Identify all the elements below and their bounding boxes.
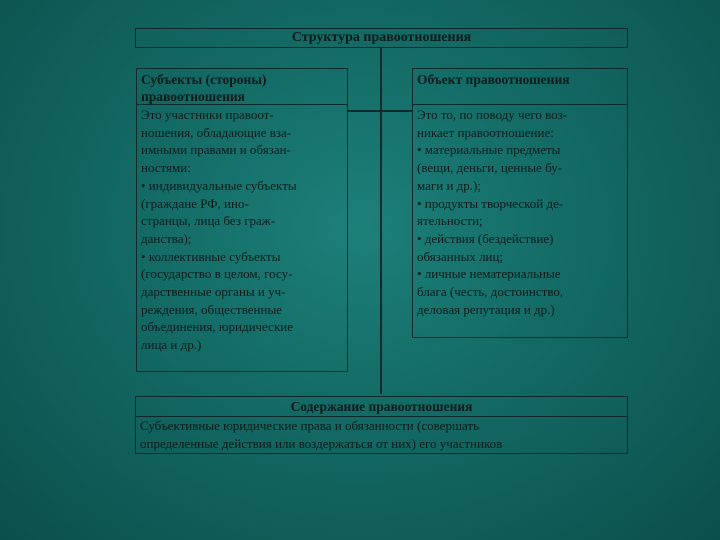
subjects-line: ностями: bbox=[141, 160, 191, 176]
subjects-line: странцы, лица без граж- bbox=[141, 213, 276, 229]
subjects-body bbox=[137, 105, 347, 355]
subjects-line: • коллективные субъекты bbox=[141, 248, 281, 264]
subjects-line: дарственные органы и уч- bbox=[141, 284, 286, 300]
object-line: • материальные предметы bbox=[417, 142, 561, 158]
subjects-line: ношения, обладающие вза- bbox=[141, 124, 292, 140]
subjects-line: реждения, общественные bbox=[141, 301, 282, 317]
diagram-title-box bbox=[135, 28, 628, 48]
object-body bbox=[413, 105, 627, 319]
subjects-line: имными правами и обязан- bbox=[141, 142, 291, 158]
object-line: (вещи, деньги, ценные бу- bbox=[417, 160, 563, 176]
subjects-line: объединения, юридические bbox=[141, 319, 293, 335]
subjects-line: (граждане РФ, ино- bbox=[141, 195, 249, 211]
subjects-line: данства); bbox=[141, 230, 192, 246]
object-line: маги и др.); bbox=[417, 177, 481, 193]
content-header: Содержание правоотношения bbox=[136, 397, 627, 417]
object-line: деловая репутация и др.) bbox=[417, 301, 555, 317]
object-line: никает правоотношение: bbox=[417, 124, 554, 140]
subjects-line: • индивидуальные субъекты bbox=[141, 177, 297, 193]
subjects-box bbox=[136, 68, 348, 372]
object-line: ятельности; bbox=[417, 213, 483, 229]
content-box bbox=[135, 396, 628, 454]
connector-horizontal-line bbox=[348, 110, 412, 112]
subjects-line: (государство в целом, госу- bbox=[141, 266, 293, 282]
connector-vertical-line bbox=[380, 48, 382, 394]
object-line: обязанных лиц; bbox=[417, 248, 504, 264]
subjects-line: Это участники правоот- bbox=[141, 107, 274, 122]
content-line: определенные действия или воздержаться от них) его участников bbox=[140, 435, 503, 451]
subjects-line: лица и др.) bbox=[141, 337, 202, 353]
object-header: Объект правоотношения bbox=[413, 69, 627, 105]
object-line: • личные нематериальные bbox=[417, 266, 561, 282]
object-box bbox=[412, 68, 628, 338]
object-line: • продукты творческой де- bbox=[417, 195, 564, 211]
subjects-header: Субъекты (стороны) правоотношения bbox=[137, 69, 347, 105]
object-line: блага (честь, достоинство, bbox=[417, 284, 564, 300]
diagram-title: Структура правоотношения bbox=[291, 30, 472, 45]
object-line: Это то, по поводу чего воз- bbox=[417, 107, 568, 122]
object-line: • действия (бездействие) bbox=[417, 230, 554, 246]
content-body bbox=[136, 417, 627, 452]
content-line: Субъективные юридические права и обязанности (совершать bbox=[140, 418, 480, 433]
